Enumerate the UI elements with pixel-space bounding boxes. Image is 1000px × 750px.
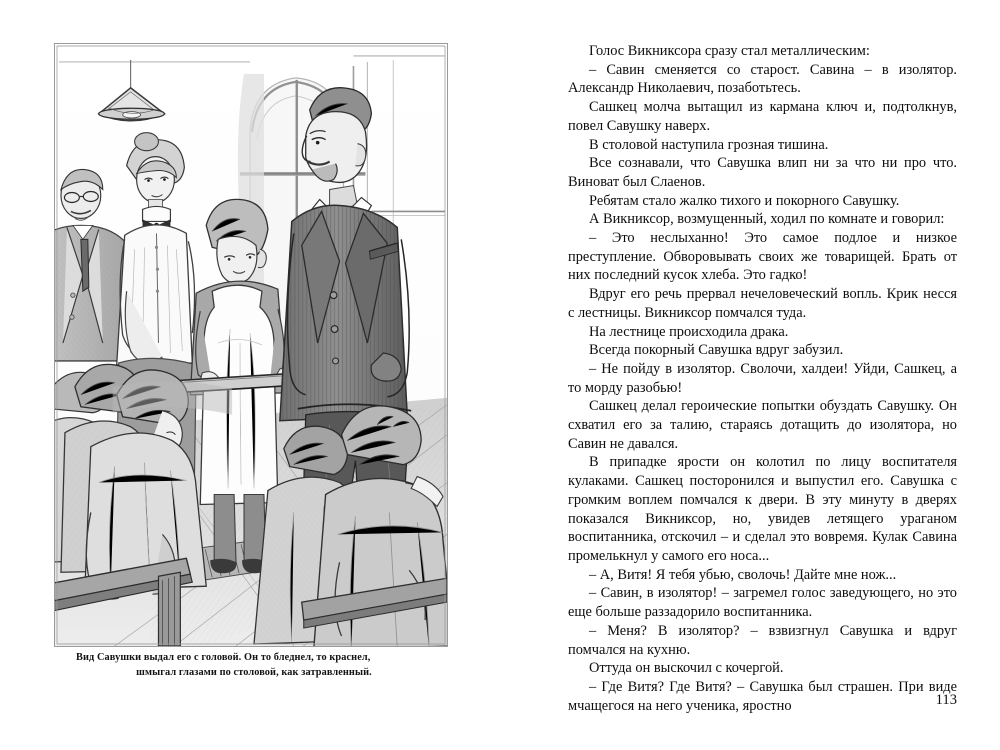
paragraph: – Не пойду в изолятор. Сволочи, халдеи! Уйди, Сашкец, а то морду разобью! [568, 360, 957, 396]
page-number: 113 [935, 692, 957, 708]
caption-line-1: Вид Савушки выдал его с головой. Он то бледнел, то краснел, [76, 652, 371, 663]
paragraph: Оттуда он выскочил с кочергой. [589, 660, 784, 677]
paragraph: – Савин сменяется со старост. Савина – в изолятор. Александр Николаевич, позаботьтесь. [568, 61, 957, 97]
body-text-column [568, 42, 957, 715]
paragraph: Всегда покорный Савушка вдруг забузил. [589, 342, 844, 359]
paragraph: В припадке ярости он колотил по лицу воспитателя кулаками. Сашкец посторонился и выпустил его. Савушка с громким воплем помчался к двери. В эту минуту в дверях показался Викниксор, но, увидев летящего ураганом воспитанника, отскочил – и сделал это вовремя. Кулак Савина промелькнул у самого его носа... [568, 454, 957, 564]
paragraph: Все сознавали, что Савушка влип ни за что ни про что. Виноват был Слаенов. [568, 155, 957, 190]
paragraph: Ребятам стало жалко тихого и покорного Савушку. [589, 192, 900, 209]
paragraph: Голос Викниксора сразу стал металлическим: [589, 43, 870, 59]
paragraph: – Меня? В изолятор? – взвизгнул Савушка и вдруг помчался на кухню. [568, 622, 957, 658]
paragraph: А Викниксор, возмущенный, ходил по комнате и говорил: [589, 211, 945, 228]
paragraph: – Где Витя? Где Витя? – Савушка был страшен. При виде мчащегося на него ученика, яростно [568, 678, 957, 714]
paragraph: – Савин, в изолятор! – загремел голос заведующего, но это еще больше раззадорило воспитанника. [568, 585, 957, 621]
illustration-caption [54, 651, 454, 680]
paragraph: В столовой наступила грозная тишина. [589, 136, 829, 153]
paragraph: – А, Витя! Я тебя убью, сволочь! Дайте мне нож... [589, 566, 897, 583]
paragraph: Сашкец молча вытащил из кармана ключ и, подтолкнув, повел Савушку наверх. [568, 99, 957, 134]
paragraph: Сашкец делал героические попытки обуздать Савушку. Он схватил его за талию, стараясь дотащить до изолятора, но Савин не давался. [568, 398, 957, 452]
illustration-frame [54, 43, 448, 647]
caption-line-2: шмыгал глазами по столовой, как затравленный. [136, 666, 372, 678]
paragraph: Вдруг его речь прервал нечеловеческий вопль. Крик несся с лестницы. Викниксор помчался туда. [568, 286, 957, 321]
paragraph: На лестнице происходила драка. [589, 323, 789, 340]
dining-hall-illustration [55, 44, 447, 646]
paragraph: – Это неслыханно! Это самое подлое и низкое преступление. Обворовывать своих же товарищей. Брать от них последний кусок хлеба. Это гадко! [568, 230, 957, 284]
illustration-block [54, 43, 448, 647]
